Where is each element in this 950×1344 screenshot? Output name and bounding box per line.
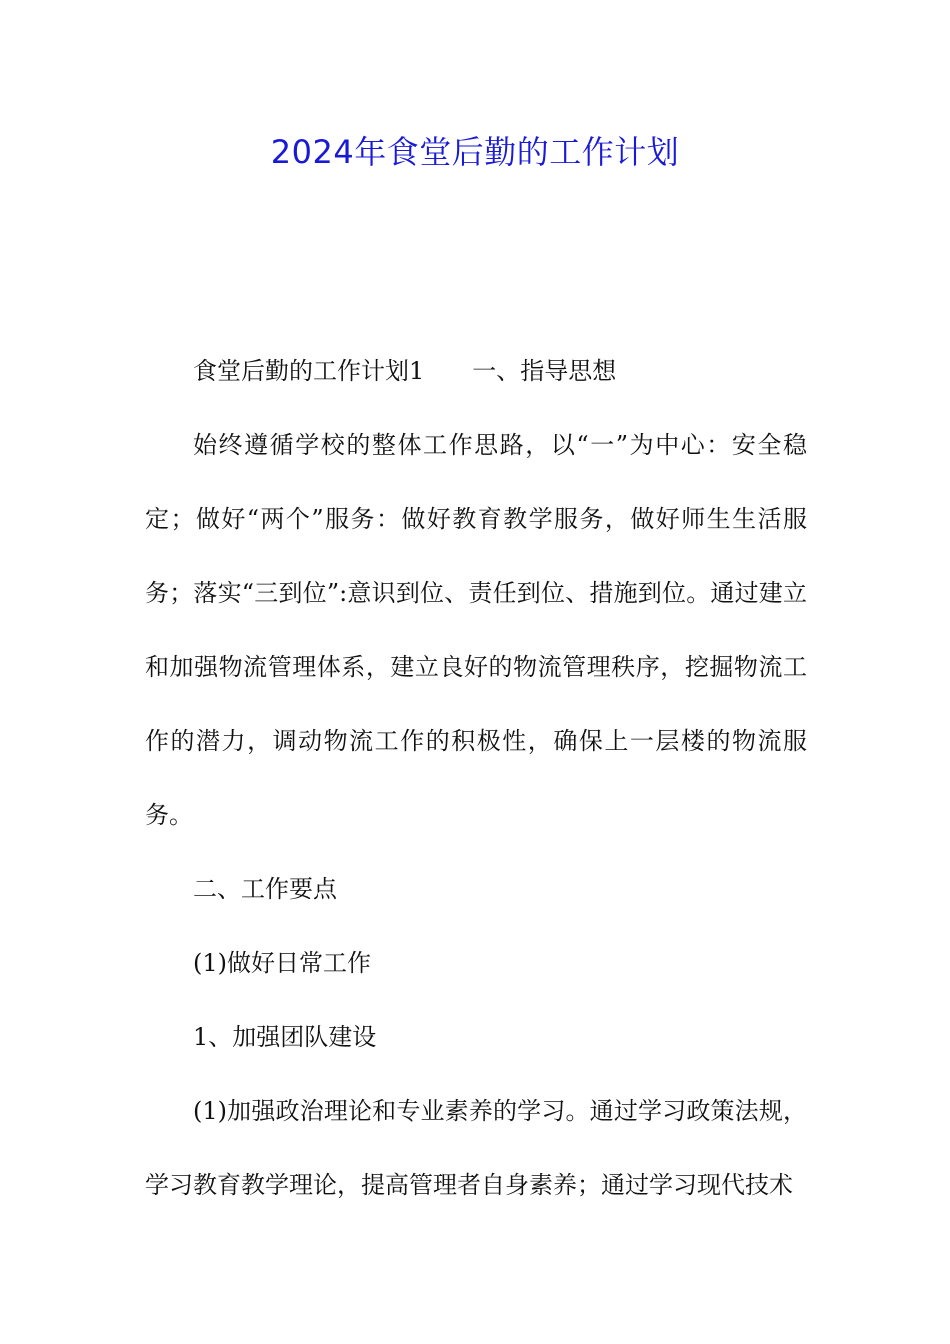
subheading-daily-work: (1)做好日常工作 [193, 949, 371, 977]
section-heading-guiding-thought: 一、指导思想 [472, 357, 617, 385]
paragraph-guiding-thought: 始终遵循学校的整体工作思路，以“一”为中心：安全稳定；做好“两个”服务：做好教育教学服务，做好师生生活服务；落实“三到位”:意识到位、责任到位、措施到位。通过建立和加强物流管理体系，建立良好的物流管理秩序，挖掘物流工作的潜力，调动物流工作的积极性，确保上一层楼的物流服务。 [145, 431, 807, 829]
plan-label: 食堂后勤的工作计划1 [193, 357, 425, 385]
section-heading-work-points: 二、工作要点 [193, 875, 337, 903]
document-body [145, 334, 807, 1222]
paragraph-study: (1)加强政治理论和专业素养的学习。通过学习政策法规，学习教育教学理论，提高管理者自身素养；通过学习现代技术 [145, 1097, 807, 1199]
document-title: 2024年食堂后勤的工作计划 [270, 133, 680, 171]
paragraph-plan-heading [145, 334, 807, 408]
subheading-team-building: 1、加强团队建设 [193, 1023, 377, 1051]
